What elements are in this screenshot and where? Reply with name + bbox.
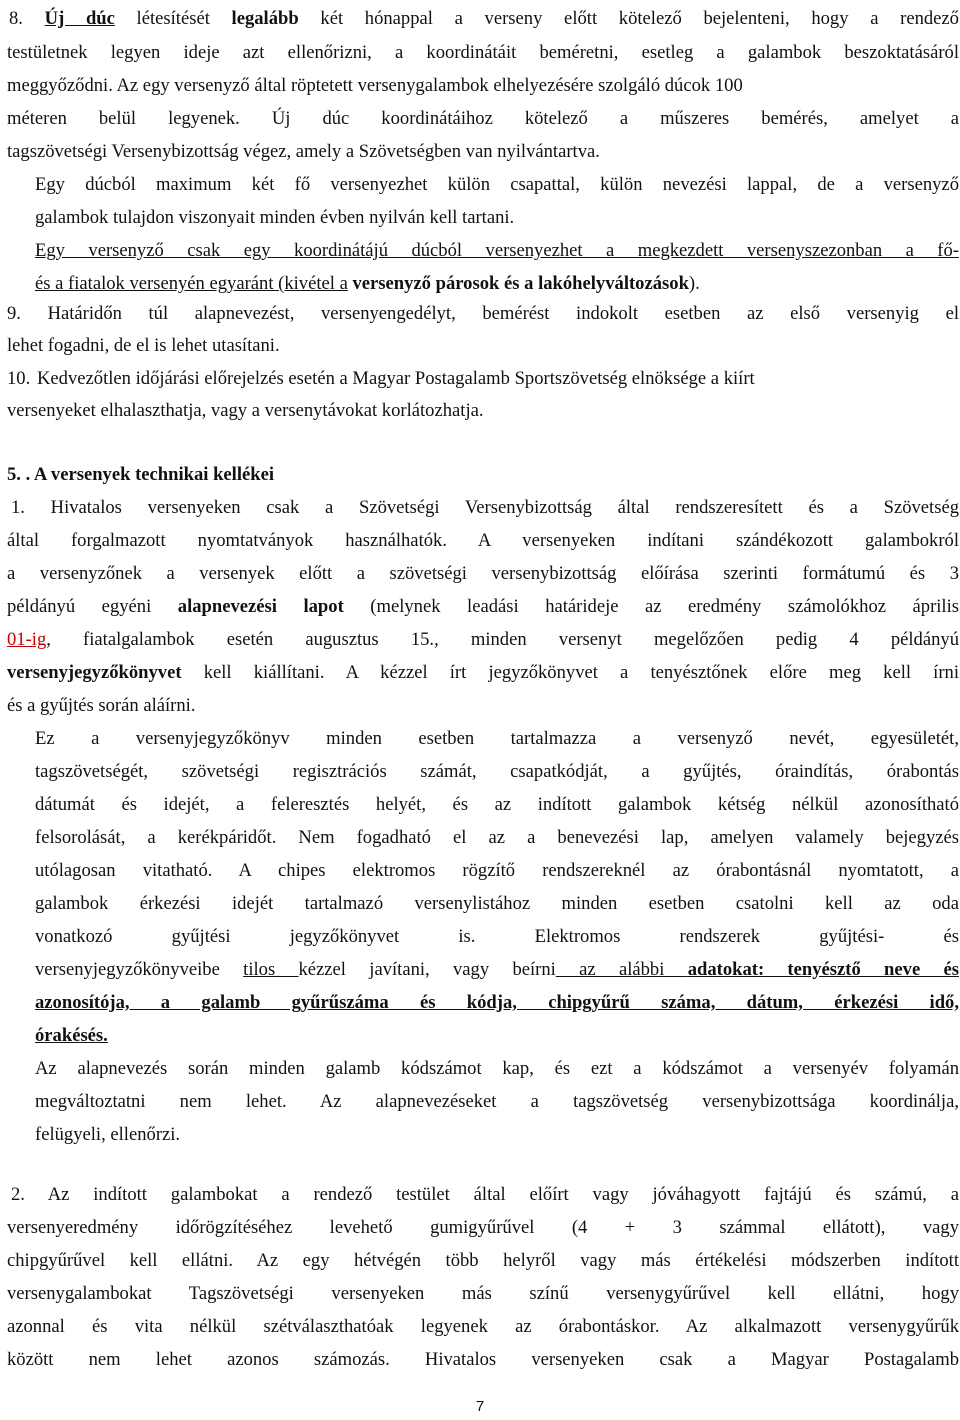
item-8-line-2: testületnek legyen ideje azt ellenőrizni, a koordinátáit beméretni, esetleg a galambok beszoktatásáról [7, 42, 959, 63]
section-5-p2-line-7: vonatkozó gyűjtési jegyzőkönyvet is. Elektromos rendszerek gyűjtési- és [35, 926, 959, 947]
section-5-p1-line-5: 01-ig, fiatalgalambok esetén augusztus 15., minden versenyt megelőzően pedig 4 példányú [7, 629, 959, 650]
item-10-line-1: 10. Kedvezőtlen időjárási előrejelzés esetén a Magyar Postagalamb Sportszövetség elnöksége a kiírt [7, 366, 960, 392]
item-8-para-3-line-2: és a fiatalok versenyén egyaránt (kivétel a versenyző párosok és a lakóhelyváltozások). [35, 273, 700, 294]
section-5-p3-line-3: felügyeli, ellenőrzi. [35, 1124, 181, 1145]
item-8-number: 8. [9, 8, 23, 29]
item-9-line-1: 9. Határidőn túl alapnevezést, versenyengedélyt, bemérést indokolt esetben az első versenyig el [7, 303, 959, 324]
section-5-p1-line-2: által forgalmazott nyomtatványok használhatók. A versenyeken indítani szándékozott galambokról [7, 530, 959, 551]
item-10-number: 10. [7, 368, 31, 389]
item-8-line-5: tagszövetségi Versenybizottság végez, amely a Szövetségben van nyilvántartva. [7, 141, 600, 162]
section-5-p2-line-9: azonosítója, a galamb gyűrűszáma és kódja, chipgyűrű száma, dátum, érkezési idő, [35, 992, 959, 1013]
section-5-p2-line-8: versenyjegyzőkönyveibe tilos kézzel javítani, vagy beírni az alábbi adatokat: tenyésztő neve és [35, 959, 959, 980]
item-8-line-4: méteren belül legyenek. Új dúc koordinátáihoz kötelező a műszeres bemérés, amelyet a [7, 108, 959, 129]
item-8-exception-bold: versenyző párosok és a lakóhelyváltozások [347, 273, 689, 294]
section-5-heading: 5. . A versenyek technikai kellékei [7, 464, 275, 485]
section-5-p2-line-3: dátumát és idejét, a feleresztés helyét, és az indított galambok kétség nélkül azonosítható [35, 794, 959, 815]
item-9-line-2: lehet fogadni, de el is lehet utasítani. [7, 335, 280, 356]
item-10-line-2: versenyeket elhalaszthatja, vagy a versenytávokat korlátozhatja. [7, 400, 484, 421]
section-5-p4-line-3: chipgyűrűvel kell ellátni. Az egy hétvégén több helyről vagy más értékelési módszerben indított [7, 1250, 959, 1271]
section-5-p4-line-1: 2. Az indított galambokat a rendező testület által előírt vagy jóváhagyott fajtájú és számú, a [11, 1184, 959, 1205]
section-5-p4-line-2: versenyeredmény időrögzítéséhez levehető gumigyűrűvel (4 + 3 számmal ellátott), vagy [7, 1217, 959, 1238]
section-5-p4-line-4: versenygalambokat Tagszövetségi versenyeken más színű versenygyűrűvel kell ellátni, hogy [7, 1283, 959, 1304]
data-list-bold: adatokat: tenyésztő neve és [687, 959, 959, 980]
section-5-p2-line-10: órakésés. [35, 1025, 108, 1046]
item-8-bold-new-loft: Új dúc [44, 8, 115, 29]
item-8-line-1: 8. Új dúc létesítését legalább két hónappal a verseny előtt kötelező bejelenteni, hogy a rendező [9, 8, 959, 29]
section-5-p1-line-7: és a gyűjtés során aláírni. [7, 695, 196, 716]
section-5-p3-line-1: Az alapnevezés során minden galamb kódszámot kap, és ezt a kódszámot a versenyév folyamán [35, 1058, 959, 1079]
item-8-para-2-line-1: Egy dúcból maximum két fő versenyezhet külön csapattal, külön nevezési lappal, de a versenyző [35, 174, 959, 195]
item-8-line-3: meggyőződni. Az egy versenyző által röptetett versenygalambok elhelyezésére szolgáló dúcok 100 [7, 75, 743, 96]
section-5-p1-line-4: példányú egyéni alapnevezési lapot (melynek leadási határideje az eredmény számolókhoz április [7, 596, 959, 617]
section-5-p1-line-3: a versenyzőnek a versenyek előtt a szövetségi versenybizottság előírása szerinti formátumú és 3 [7, 563, 959, 584]
deadline-date-red: 01-ig [7, 629, 47, 650]
item-8-para-3-line-1: Egy versenyző csak egy koordinátájú dúcból versenyezhet a megkezdett versenyszezonban a fő- [35, 240, 959, 261]
section-5-p4-line-6: között nem lehet azonos számozás. Hivatalos versenyeken csak a Magyar Postagalamb [7, 1349, 959, 1370]
base-entry-sheet-bold: alapnevezési lapot [177, 596, 344, 617]
section-5-p1-line-1: 1. Hivatalos versenyeken csak a Szövetségi Versenybizottság által rendszeresített és a Szövetség [11, 497, 959, 518]
section-5-p3-line-2: megváltoztatni nem lehet. Az alapnevezéseket a tagszövetség versenybizottsága koordinálja, [35, 1091, 959, 1112]
section-5-p2-line-5: utólagosan vitatható. A chipes elektromos rögzítő rendszereknél az órabontásnál nyomtatott, a [35, 860, 959, 881]
section-5-p4-line-5: azonnal és vita nélkül szétválaszthatóak legyenek az órabontáskor. Az alkalmazott versenygyűrűk [7, 1316, 959, 1337]
race-record-bold: versenyjegyzőkönyvet [7, 662, 182, 683]
section-5-p1-line-6: versenyjegyzőkönyvet kell kiállítani. A kézzel írt jegyzőkönyvet a tenyésztőnek előre meg kell írni [7, 662, 959, 683]
section-5-p2-line-4: felsorolását, a kerékpáridőt. Nem fogadható el az a benevezési lap, amelyen valamely bejegyzés [35, 827, 959, 848]
section-5-p2-line-1: Ez a versenyjegyzőkönyv minden esetben tartalmazza a versenyző nevét, egyesületét, [35, 728, 959, 749]
item-8-bold-atleast: legalább [231, 8, 299, 29]
section-5-p2-line-2: tagszövetségét, szövetségi regisztrációs számát, csapatkódját, a gyűjtés, óraindítás, órabontás [35, 761, 959, 782]
section-5-p2-line-6: galambok érkezési idejét tartalmazó versenylistához minden esetben csatolni kell az oda [35, 893, 959, 914]
page-number: 7 [475, 1398, 485, 1415]
item-9-number: 9. [7, 303, 21, 324]
item-8-para-2-line-2: galambok tulajdon viszonyait minden évben nyilván kell tartani. [35, 207, 515, 228]
